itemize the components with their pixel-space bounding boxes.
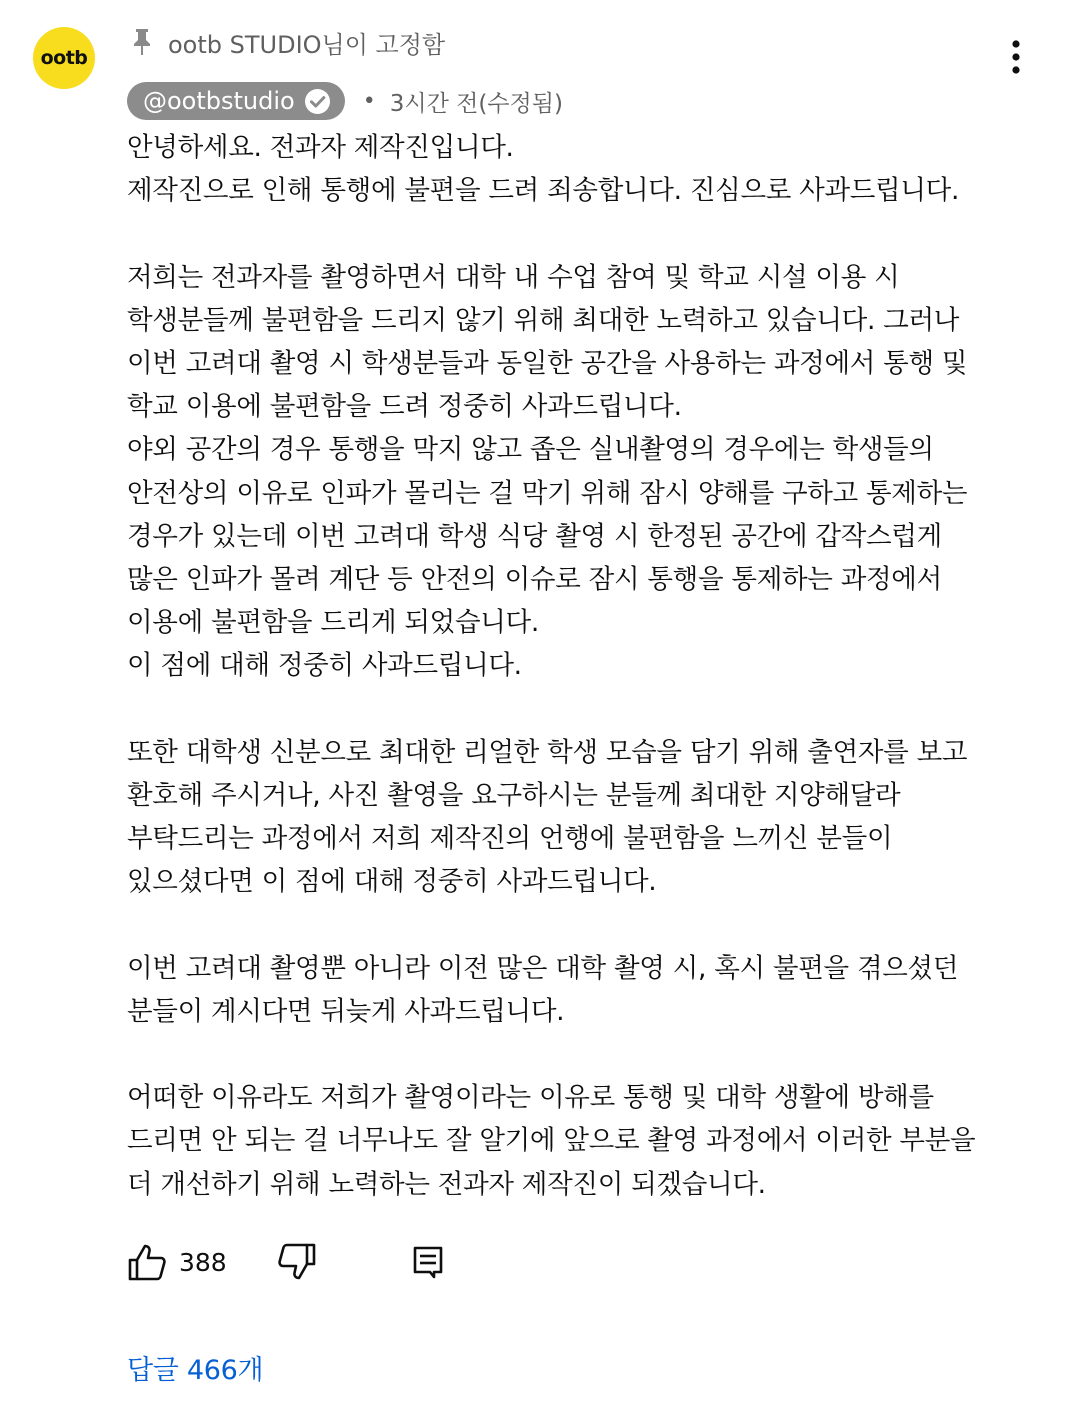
replies-link[interactable]: 답글 466개 xyxy=(127,1355,264,1386)
comment-line: 이용에 불편함을 드리게 되었습니다. xyxy=(127,607,539,639)
comment-line: 많은 인파가 몰려 계단 등 안전의 이슈로 잠시 통행을 통제하는 과정에서 xyxy=(127,563,942,595)
meta-separator: • xyxy=(362,88,376,114)
comment-line: 경우가 있는데 이번 고려대 학생 식당 촬영 시 한정된 공간에 갑작스럽게 xyxy=(127,520,942,552)
reply-button[interactable] xyxy=(411,1245,445,1279)
comment-text xyxy=(127,126,1027,1206)
comment-line: 있으셨다면 이 점에 대해 정중히 사과드립니다. xyxy=(127,866,657,898)
comment-line: 저희는 전과자를 촬영하면서 대학 내 수업 참여 및 학교 시설 이용 시 xyxy=(127,261,900,293)
comment-line xyxy=(127,1033,1027,1076)
comment-line xyxy=(127,903,1027,946)
comment-line: 야외 공간의 경우 통행을 막지 않고 좁은 실내촬영의 경우에는 학생들의 xyxy=(127,434,934,466)
comment-line: 드리면 안 되는 걸 너무나도 잘 알기에 앞으로 촬영 과정에서 이러한 부분을 xyxy=(127,1125,976,1157)
comment-line: 학교 이용에 불편함을 드려 정중히 사과드립니다. xyxy=(127,391,682,423)
thumbs-down-icon xyxy=(277,1242,317,1282)
comment-line: 부탁드리는 과정에서 저희 제작진의 언행에 불편함을 느끼신 분들이 xyxy=(127,823,893,854)
comment-line: 이 점에 대해 정중히 사과드립니다. xyxy=(127,650,522,682)
comment-line: 더 개선하기 위해 노력하는 전과자 제작진이 되겠습니다. xyxy=(127,1168,766,1200)
pinned-indicator xyxy=(130,24,445,60)
comment-meta xyxy=(127,82,563,120)
comment-line xyxy=(127,212,1027,255)
comment-line: 학생분들께 불편함을 드리지 않기 위해 최대한 노력하고 있습니다. 그러나 xyxy=(127,304,960,336)
comment-line: 제작진으로 인해 통행에 불편을 드려 죄송합니다. 진심으로 사과드립니다. xyxy=(127,175,960,207)
comment-line: 안전상의 이유로 인파가 몰리는 걸 막기 위해 잠시 양해를 구하고 통제하는 xyxy=(127,477,968,509)
comment-timestamp[interactable]: 3시간 전(수정됨) xyxy=(389,90,563,117)
comment-line: 환호해 주시거나, 사진 촬영을 요구하시는 분들께 최대한 지양해달라 xyxy=(127,779,901,811)
comment-line: 어떠한 이유라도 저희가 촬영이라는 이유로 통행 및 대학 생활에 방해를 xyxy=(127,1082,934,1114)
avatar-text: ootb xyxy=(40,47,88,69)
dislike-button[interactable] xyxy=(277,1242,317,1282)
pinned-text: ootb STUDIO님이 고정함 xyxy=(168,30,446,59)
comment-line: 안녕하세요. 전과자 제작진입니다. xyxy=(127,132,514,163)
channel-avatar[interactable] xyxy=(33,27,95,89)
author-handle-chip[interactable] xyxy=(127,82,345,120)
comment-line: 이번 고려대 촬영뿐 아니라 이전 많은 대학 촬영 시, 혹시 불편을 겪으셨던 xyxy=(127,952,959,984)
thumbs-up-icon xyxy=(127,1242,167,1282)
comment-line: 분들이 계시다면 뒤늦게 사과드립니다. xyxy=(127,995,565,1027)
like-count: 388 xyxy=(179,1247,227,1277)
author-handle: @ootbstudio xyxy=(143,87,295,115)
more-vert-icon[interactable] xyxy=(1000,36,1032,78)
comment-actions xyxy=(127,1240,445,1284)
like-button[interactable] xyxy=(127,1242,227,1282)
reply-icon xyxy=(411,1245,445,1279)
comment-line: 이번 고려대 촬영 시 학생분들과 동일한 공간을 사용하는 과정에서 통행 및 xyxy=(127,347,968,379)
verified-check-icon xyxy=(304,88,331,115)
comment-line: 또한 대학생 신분으로 최대한 리얼한 학생 모습을 담기 위해 출연자를 보고 xyxy=(127,736,968,768)
comment-line xyxy=(127,687,1027,730)
pin-icon xyxy=(130,27,154,57)
